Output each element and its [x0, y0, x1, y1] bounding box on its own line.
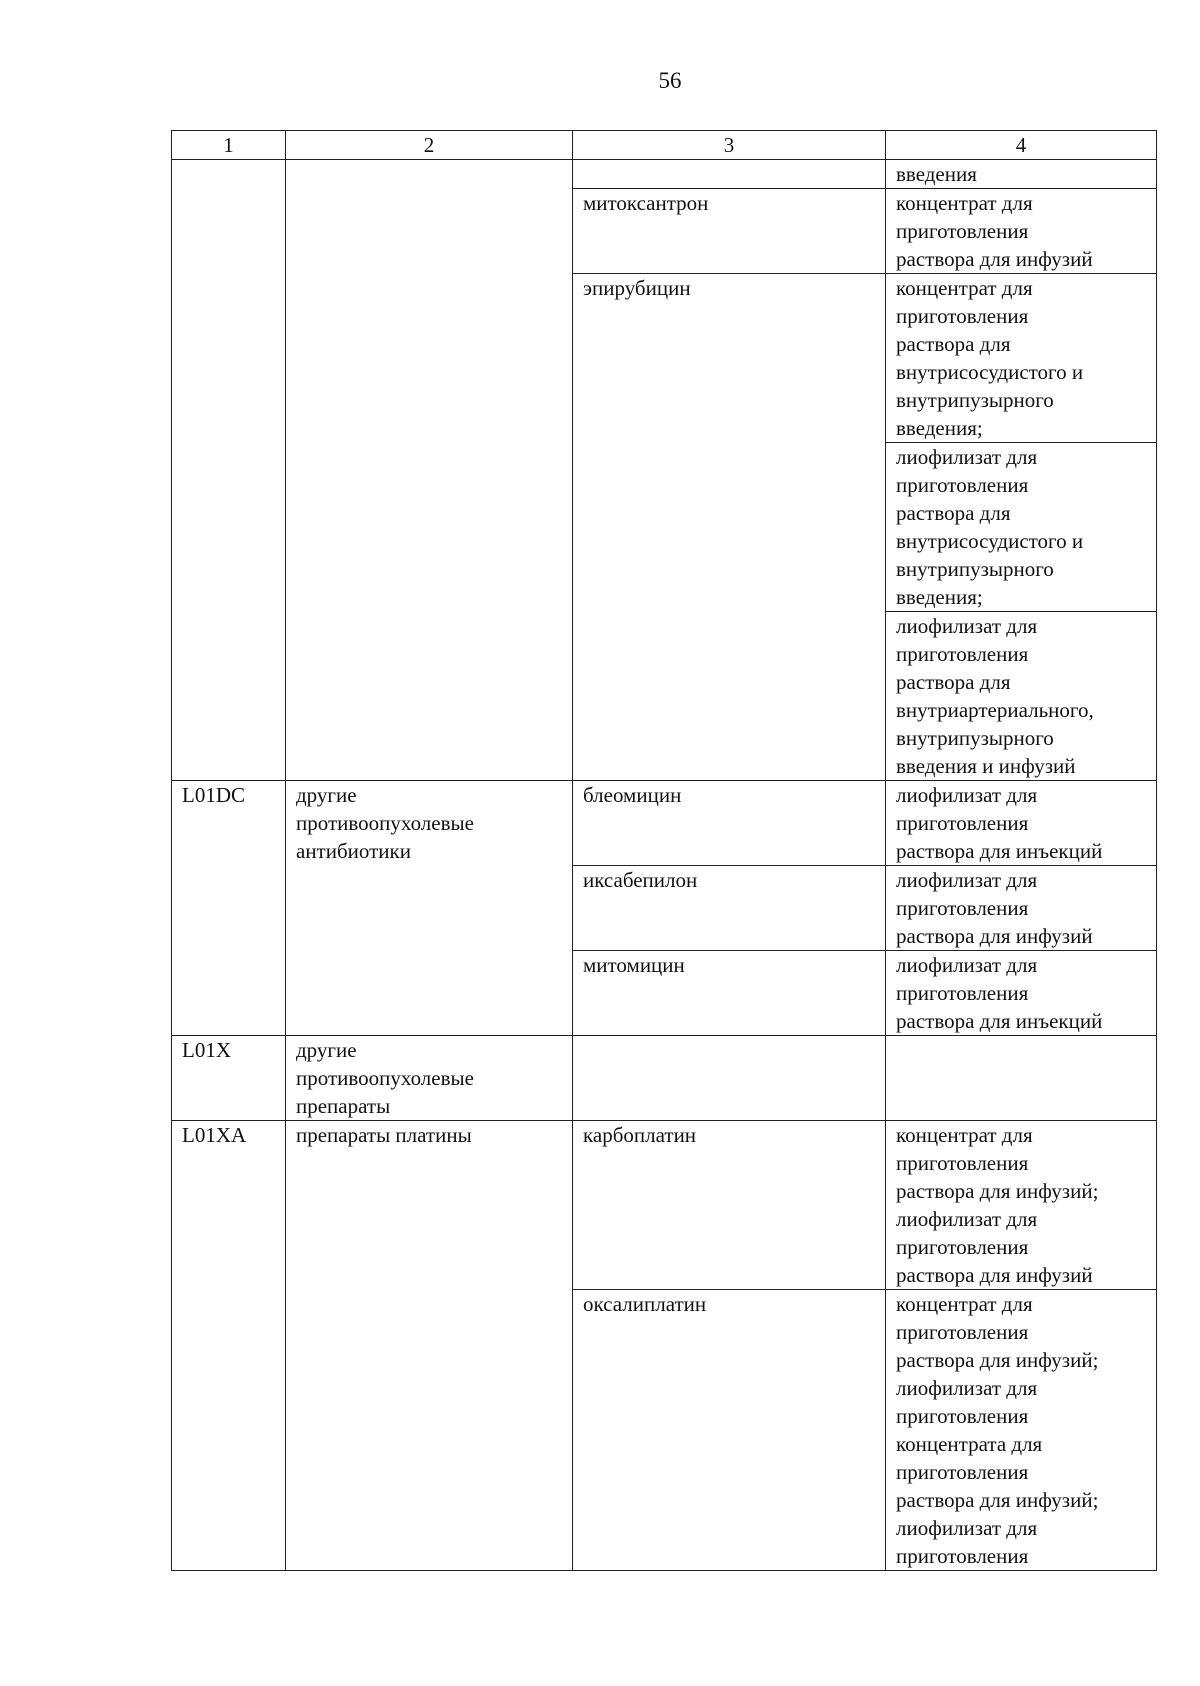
table-row — [172, 160, 1157, 189]
table-row — [172, 781, 1157, 866]
dosage-form-cell: лиофилизат для приготовления раствора для инъекций — [886, 781, 1157, 866]
atc-code-cell: L01X — [172, 1036, 286, 1121]
drug-name-cell: карбоплатин — [573, 1121, 886, 1290]
group-name-cell: препараты платины — [286, 1121, 573, 1571]
drug-name-cell: блеомицин — [573, 781, 886, 866]
dosage-form-cell: концентрат для приготовления раствора для внутрисосудистого и внутрипузырного введения; — [886, 274, 1157, 443]
dosage-form-cell: концентрат для приготовления раствора для инфузий; лиофилизат для приготовления раствора для инфузий — [886, 1121, 1157, 1290]
dosage-form-cell: введения — [886, 160, 1157, 189]
dosage-form-cell: лиофилизат для приготовления раствора для инъекций — [886, 951, 1157, 1036]
page-number: 56 — [658, 68, 682, 93]
column-header-2: 2 — [286, 131, 573, 160]
dosage-form-cell: концентрат для приготовления раствора для инфузий; лиофилизат для приготовления концентрата для приготовления раствора для инфузий; лиофилизат для приготовления — [886, 1290, 1157, 1571]
column-header-1: 1 — [172, 131, 286, 160]
drug-name-cell: иксабепилон — [573, 866, 886, 951]
drug-name-cell: митоксантрон — [573, 189, 886, 274]
dosage-form-cell: лиофилизат для приготовления раствора для внутрисосудистого и внутрипузырного введения; — [886, 443, 1157, 612]
atc-code-cell: L01DC — [172, 781, 286, 1036]
table-row — [172, 1121, 1157, 1290]
group-name-cell — [286, 160, 573, 781]
column-header-3: 3 — [573, 131, 886, 160]
table-row — [172, 1036, 1157, 1121]
table-header-row — [172, 131, 1157, 160]
drug-name-cell: эпирубицин — [573, 274, 886, 781]
drug-name-cell: митомицин — [573, 951, 886, 1036]
column-header-4: 4 — [886, 131, 1157, 160]
group-name-cell: другие противоопухолевые препараты — [286, 1036, 573, 1121]
atc-code-cell: L01XA — [172, 1121, 286, 1571]
drug-name-cell — [573, 1036, 886, 1121]
dosage-form-cell: лиофилизат для приготовления раствора для инфузий — [886, 866, 1157, 951]
dosage-form-cell — [886, 1036, 1157, 1121]
dosage-form-cell: лиофилизат для приготовления раствора для внутриартериального, внутрипузырного введения и инфузий — [886, 612, 1157, 781]
atc-code-cell — [172, 160, 286, 781]
drug-name-cell — [573, 160, 886, 189]
dosage-form-cell: концентрат для приготовления раствора для инфузий — [886, 189, 1157, 274]
group-name-cell: другие противоопухолевые антибиотики — [286, 781, 573, 1036]
drug-table — [171, 130, 1157, 1571]
drug-name-cell: оксалиплатин — [573, 1290, 886, 1571]
